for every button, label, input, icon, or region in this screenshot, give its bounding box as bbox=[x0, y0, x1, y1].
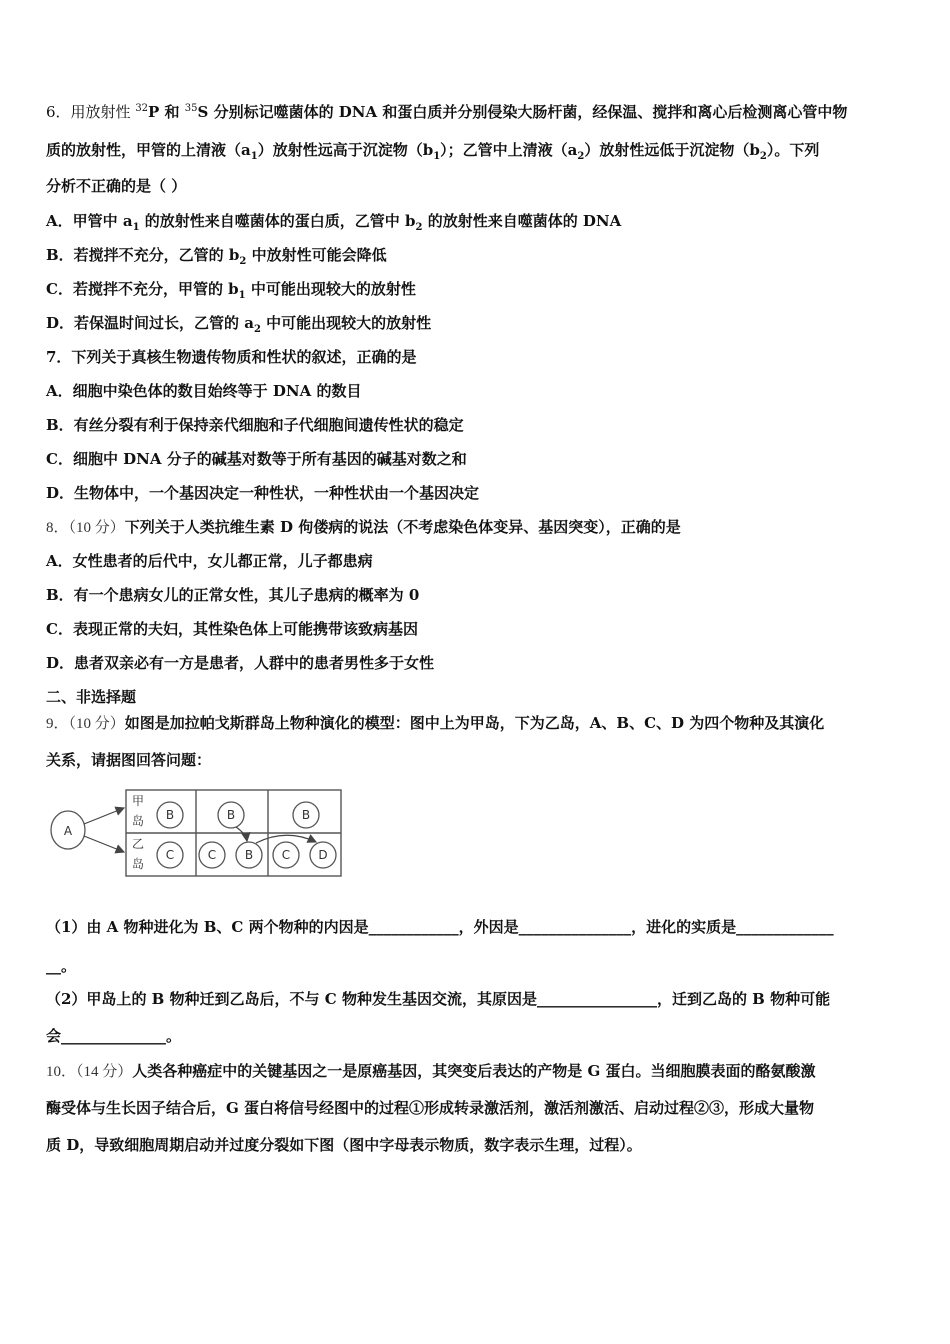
q6-option-b: B．若搅拌不充分，乙管的 $b_2$ 中放射性可能会降低 bbox=[46, 246, 387, 267]
q9-sub2-line1: （2）甲岛上的 B 物种迁到乙岛后，不与 C 物种发生基因交流，其原因是________________，迁到乙岛的 B 物种可能 bbox=[46, 990, 831, 1008]
section-heading: 二、非选择题 bbox=[46, 688, 137, 706]
q6-stem-line1: 6．用放射性 $^{32}$P 和 $^{35}$S 分别标记噬菌体的 DNA 和蛋白质并分别侵染大肠杆菌，经保温、搅拌和离心后检测离心管中物 bbox=[46, 103, 848, 121]
species-d-label: D bbox=[318, 848, 328, 862]
q7-stem: 7．下列关于真核生物遗传物质和性状的叙述，正确的是 bbox=[46, 348, 417, 366]
species-c-label: C bbox=[165, 848, 175, 862]
species-b-label: B bbox=[226, 808, 236, 822]
q6-option-c: C．若搅拌不充分，甲管的 $b_1$ 中可能出现较大的放射性 bbox=[46, 280, 416, 301]
species-b-label: B bbox=[165, 808, 175, 822]
q8-option-b: B．有一个患病女儿的正常女性，其儿子患病的概率为 0 bbox=[46, 586, 420, 604]
q9-sub2-line2: 会______________。 bbox=[46, 1027, 182, 1045]
island-yi-label: 岛 bbox=[131, 857, 145, 871]
q8-stem: 8．（10 分）下列关于人类抗维生素 D 佝偻病的说法（不考虑染色体变异、基因突变），正确的是 bbox=[46, 518, 681, 536]
island-yi-label: 乙 bbox=[131, 837, 145, 851]
species-c-label: C bbox=[207, 848, 217, 862]
q7-option-a: A．细胞中染色体的数目始终等于 DNA 的数目 bbox=[46, 382, 362, 400]
q8-option-d: D．患者双亲必有一方是患者，人群中的患者男性多于女性 bbox=[46, 654, 435, 672]
island-evolution-diagram bbox=[46, 784, 346, 880]
q6-stem-line2: 质的放射性，甲管的上清液$(a_1)$放射性远高于沉淀物$(b_1)$；乙管中上清液$(a_2)$放射性远低于沉淀物$(b_2)$。下列 bbox=[46, 141, 820, 162]
q9-sub1-line2: __。 bbox=[46, 957, 77, 975]
q10-stem-line1: 10．（14 分）人类各种癌症中的关键基因之一是原癌基因，其突变后表达的产物是 G 蛋白。当细胞膜表面的酪氨酸激 bbox=[46, 1062, 816, 1080]
species-b-label: B bbox=[244, 848, 254, 862]
species-a-label: A bbox=[63, 824, 73, 838]
island-jia-label: 岛 bbox=[131, 814, 145, 828]
island-jia-label: 甲 bbox=[131, 794, 145, 808]
q7-option-d: D．生物体中，一个基因决定一种性状，一种性状由一个基因决定 bbox=[46, 484, 480, 502]
species-b-label: B bbox=[301, 808, 311, 822]
q7-option-c: C．细胞中 DNA 分子的碱基对数等于所有基因的碱基对数之和 bbox=[46, 450, 467, 468]
q8-option-c: C．表现正常的夫妇，其性染色体上可能携带该致病基因 bbox=[46, 620, 418, 638]
species-c-label: C bbox=[281, 848, 291, 862]
q6-stem-line3: 分析不正确的是（ ） bbox=[46, 177, 187, 195]
q10-stem-line2: 酶受体与生长因子结合后，G 蛋白将信号经图中的过程①形成转录激活剂，激活剂激活、启动过程②③，形成大量物 bbox=[46, 1099, 815, 1117]
arrow-a-to-yi bbox=[84, 836, 124, 852]
arrow-a-to-jia bbox=[84, 808, 124, 824]
q6-option-a: A．甲管中 $a_1$ 的放射性来自噬菌体的蛋白质，乙管中 $b_2$ 的放射性来自噬菌体的 DNA bbox=[46, 212, 622, 233]
q8-option-a: A．女性患者的后代中，女儿都正常，儿子都患病 bbox=[46, 552, 373, 570]
q9-stem-line1: 9．（10 分）如图是加拉帕戈斯群岛上物种演化的模型：图中上为甲岛，下为乙岛，A、B、C、D 为四个物种及其演化 bbox=[46, 714, 825, 732]
q9-sub1-line1: （1）由 A 物种进化为 B、C 两个物种的内因是____________，外因是_______________，进化的实质是_____________ bbox=[46, 918, 834, 936]
arrow-b-migration bbox=[236, 827, 247, 841]
q7-option-b: B．有丝分裂有利于保持亲代细胞和子代细胞间遗传性状的稳定 bbox=[46, 416, 464, 434]
q10-stem-line3: 质 D，导致细胞周期启动并过度分裂如下图（图中字母表示物质，数字表示生理，过程）。 bbox=[46, 1136, 642, 1154]
q6-option-d: D．若保温时间过长，乙管的 $a_2$ 中可能出现较大的放射性 bbox=[46, 314, 432, 335]
q9-stem-line2: 关系，请据图回答问题： bbox=[46, 751, 212, 769]
